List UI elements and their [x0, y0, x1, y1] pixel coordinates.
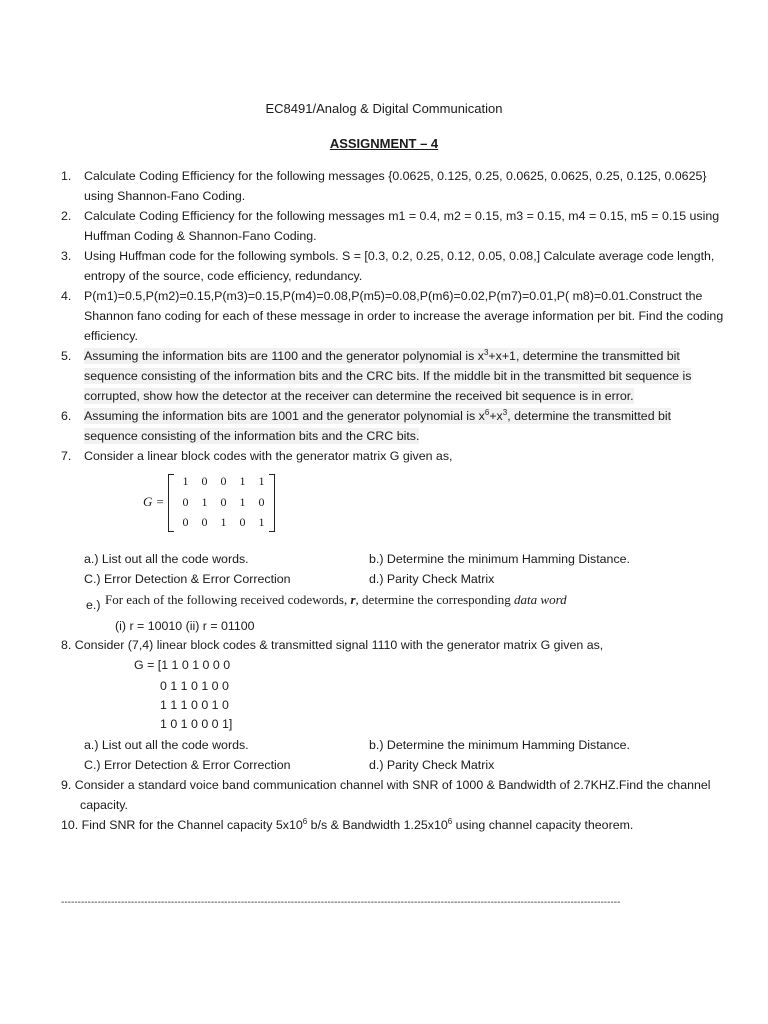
q5-line1: Assuming the information bits are 1100 and the generator polynomial is $x^3+x+1$, determine the transmitted bit	[84, 347, 680, 363]
q7-line1: Consider a linear block codes with the generator matrix G given as,	[84, 449, 453, 463]
q8-matrix-row2: 0 1 1 0 1 0 0	[160, 679, 229, 693]
q5-line2: sequence consisting of the information bits and the CRC bits. If the middle bit in the transmitted bit sequence is	[84, 369, 692, 383]
q1-line2: using Shannon-Fano Coding.	[84, 189, 246, 203]
q7-part-a: a.) List out all the code words.	[84, 552, 249, 566]
matrix-row: 0 1 0 1 0	[182, 495, 265, 509]
dashed-separator: ------------------------------------------------------------------------------------------------------------------------------------------------------------------------	[61, 897, 621, 908]
q6-line1: Assuming the information bits are 1001 and the generator polynomial is $x^6+x^3$, determine the transmitted bit	[84, 407, 672, 423]
q5-number: 5.	[61, 349, 72, 363]
q8-matrix-row4: 1 0 1 0 0 0 1]	[160, 717, 233, 731]
q2-line1: Calculate Coding Efficiency for the following messages m1 = 0.4, m2 = 0.15, m3 = 0.15, m4 = 0.15, m5 = 0.15 using	[84, 209, 720, 223]
q6-number: 6.	[61, 409, 72, 423]
q8-matrix-row1: G = [1 1 0 1 0 0 0	[134, 658, 231, 672]
matrix-row: 0 0 1 0 1	[182, 515, 265, 529]
q8-part-a: a.) List out all the code words.	[84, 738, 249, 752]
q1-number: 1.	[61, 169, 72, 183]
q7-number: 7.	[61, 449, 72, 463]
q4-number: 4.	[61, 289, 72, 303]
q9-line1: 9. Consider a standard voice band communication channel with SNR of 1000 & Bandwidth of 2.7KHZ.Find the channel	[61, 778, 711, 792]
q7-part-b: b.) Determine the minimum Hamming Distance.	[369, 552, 630, 566]
matrix-row: 1 0 0 1 1	[182, 474, 265, 488]
q9-line2: capacity.	[80, 798, 128, 812]
q8-part-d: d.) Parity Check Matrix	[369, 758, 495, 772]
q8-part-b: b.) Determine the minimum Hamming Distance.	[369, 738, 630, 752]
q2-line2: Huffman Coding & Shannon-Fano Coding.	[84, 229, 317, 243]
q2-number: 2.	[61, 209, 72, 223]
matrix-label: G =	[143, 494, 165, 509]
q3-number: 3.	[61, 249, 72, 263]
q5-line3: corrupted, show how the detector at the receiver can determine the received bit sequence is in error.	[84, 389, 634, 403]
q7-part-e-values: (i) r = 10010 (ii) r = 01100	[115, 619, 255, 633]
q7-part-e-label: e.)	[86, 598, 101, 612]
matrix-left-bracket	[168, 474, 174, 532]
q6-line2: sequence consisting of the information bits and the CRC bits.	[84, 429, 420, 443]
q4-line1: P(m1)=0.5,P(m2)=0.15,P(m3)=0.15,P(m4)=0.08,P(m5)=0.08,P(m6)=0.02,P(m7)=0.01,P( m8)=0.01.Construct the	[84, 289, 703, 303]
q7-part-e-text: For each of the following received codewords, r, determine the corresponding data word	[105, 592, 567, 607]
q3-line1: Using Huffman code for the following symbols. S = [0.3, 0.2, 0.25, 0.12, 0.05, 0.08,] Calculate average code length,	[84, 249, 715, 263]
q8-matrix-row3: 1 1 1 0 0 1 0	[160, 698, 229, 712]
matrix-right-bracket	[269, 474, 275, 532]
q4-line3: efficiency.	[84, 329, 138, 343]
generator-matrix	[143, 472, 273, 532]
q10-line: 10. Find SNR for the Channel capacity $5x10^6$ b/s & Bandwidth $1.25x10^6$ using channel capacity theorem.	[61, 816, 634, 832]
q8-line1: 8. Consider (7,4) linear block codes & transmitted signal 1110 with the generator matrix G given as,	[61, 638, 604, 652]
assignment-title: ASSIGNMENT – 4	[329, 136, 439, 151]
q1-line1: Calculate Coding Efficiency for the following messages {0.0625, 0.125, 0.25, 0.0625, 0.0625, 0.25, 0.125, 0.0625}	[84, 169, 707, 183]
q3-line2: entropy of the source, code efficiency, redundancy.	[84, 269, 363, 283]
course-title: EC8491/Analog & Digital Communication	[265, 101, 503, 116]
q7-part-d: d.) Parity Check Matrix	[369, 572, 495, 586]
q7-part-c: C.) Error Detection & Error Correction	[84, 572, 291, 586]
q4-line2: Shannon fano coding for each of these message in order to increase the average information per bit. Find the coding	[84, 309, 724, 323]
q8-part-c: C.) Error Detection & Error Correction	[84, 758, 291, 772]
